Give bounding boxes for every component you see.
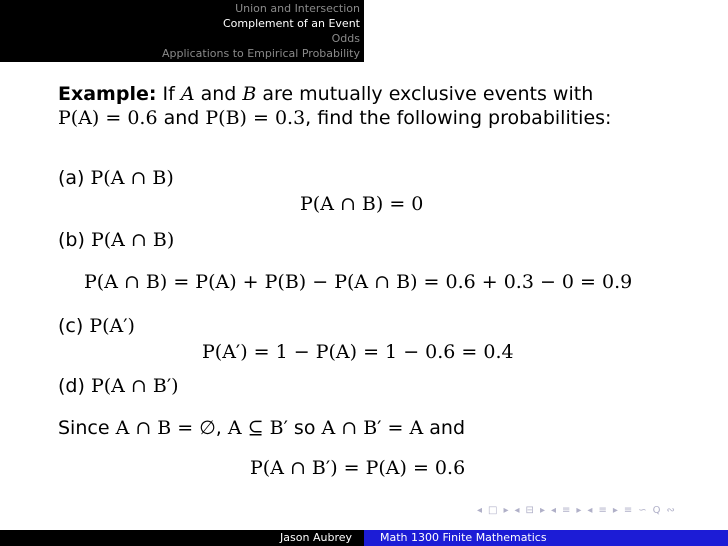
nav-subsection-icon[interactable]: ⊟ xyxy=(525,505,534,516)
nav-menu-icon[interactable]: ≡ xyxy=(623,505,633,516)
beamer-header xyxy=(0,0,728,62)
nav-section-odds[interactable]: Odds xyxy=(331,32,360,45)
part-a-answer: P(A ∩ B) = 0 xyxy=(300,193,424,215)
nav-frame-icon[interactable]: □ xyxy=(488,505,498,516)
nav-section-empirical-probability[interactable]: Applications to Empirical Probability xyxy=(162,47,360,60)
nav-next-doc-icon[interactable]: ▸ xyxy=(612,505,618,516)
nav-section-union-intersection[interactable]: Union and Intersection xyxy=(235,2,360,15)
nav-prev-doc-icon[interactable]: ◂ xyxy=(587,505,593,516)
part-c-answer: P(A′) = 1 − P(A) = 1 − 0.6 = 0.4 xyxy=(202,341,514,363)
nav-section-icon[interactable]: ≡ xyxy=(562,505,571,516)
footer-course-box xyxy=(364,530,728,546)
nav-forward-icon[interactable]: ∾ xyxy=(666,505,675,516)
part-d-question: (d) P(A ∩ B′) xyxy=(58,375,179,397)
nav-doc-icon[interactable]: ≡ xyxy=(598,505,607,516)
footer-course: Math 1300 Finite Mathematics xyxy=(380,531,547,544)
section-nav xyxy=(0,0,364,62)
example-label: Example: xyxy=(58,83,157,105)
part-a-question: (a) P(A ∩ B) xyxy=(58,167,174,189)
nav-search-icon[interactable]: Q xyxy=(652,505,661,516)
example-line-1: Example: If A and B are mutually exclusive events with xyxy=(58,83,594,105)
part-b-answer: P(A ∩ B) = P(A) + P(B) − P(A ∩ B) = 0.6 + 0.3 − 0 = 0.9 xyxy=(84,271,633,293)
nav-next-subsection-icon[interactable]: ▸ xyxy=(539,505,545,516)
nav-prev-frame-icon[interactable]: ◂ xyxy=(477,505,483,516)
nav-next-section-icon[interactable]: ▸ xyxy=(576,505,582,516)
part-c-question: (c) P(A′) xyxy=(58,315,135,337)
nav-back-icon[interactable]: ∽ xyxy=(638,505,647,516)
example-line-2: P(A) = 0.6 and P(B) = 0.3, find the following probabilities: xyxy=(58,107,612,129)
part-b-question: (b) P(A ∩ B) xyxy=(58,229,175,251)
footer-author-box xyxy=(0,530,364,546)
nav-prev-section-icon[interactable]: ◂ xyxy=(550,505,556,516)
footer-author: Jason Aubrey xyxy=(280,531,352,544)
nav-section-complement[interactable]: Complement of an Event xyxy=(222,17,360,30)
beamer-navigation-controls xyxy=(477,505,681,521)
beamer-footer xyxy=(0,530,728,546)
part-d-answer: P(A ∩ B′) = P(A) = 0.6 xyxy=(250,457,466,479)
nav-prev-subsection-icon[interactable]: ◂ xyxy=(514,505,520,516)
part-d-reasoning: Since A ∩ B = ∅, A ⊆ B′ so A ∩ B′ = A and xyxy=(58,417,466,439)
nav-next-frame-icon[interactable]: ▸ xyxy=(503,505,509,516)
